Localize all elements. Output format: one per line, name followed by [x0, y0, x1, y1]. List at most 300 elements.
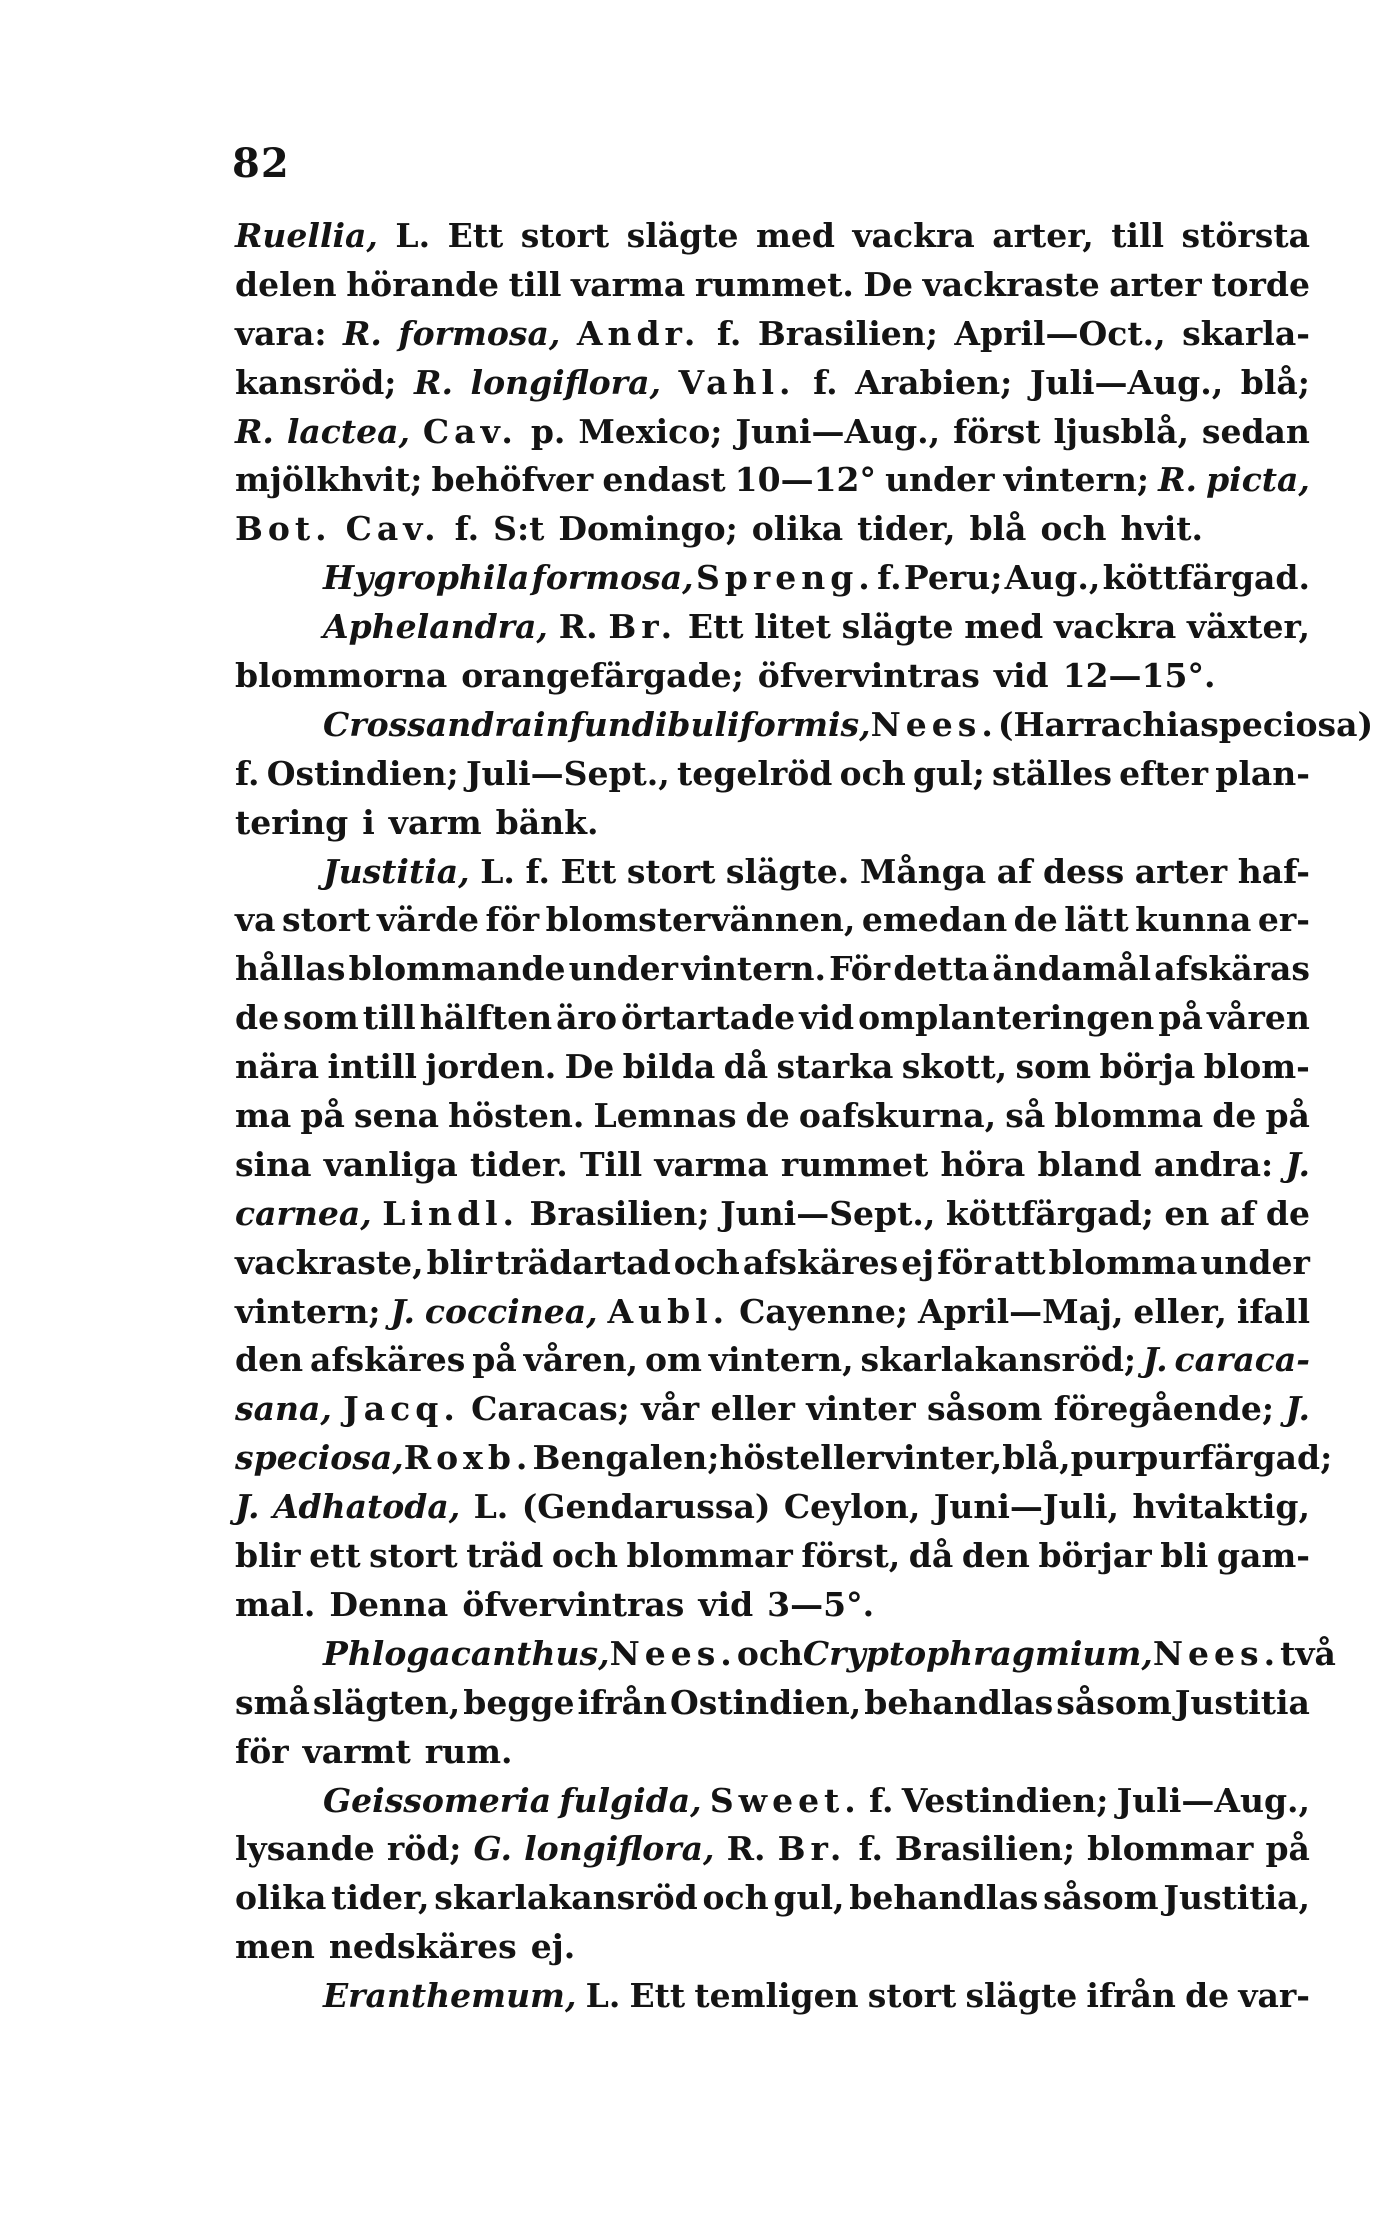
word: skott,: [901, 1047, 1008, 1087]
word: dess: [1042, 851, 1125, 891]
text-line: [235, 1043, 1310, 1092]
word: med: [964, 607, 1044, 647]
word: 12—15°.: [1062, 656, 1216, 696]
word: f.: [235, 753, 260, 793]
word: hörande: [346, 264, 500, 304]
word: R.: [414, 362, 453, 402]
word: (Harrachia: [997, 704, 1201, 744]
word: L.: [395, 216, 431, 255]
text-line: [235, 896, 1310, 945]
word: ifrån: [1086, 1976, 1176, 2016]
word: eller: [710, 1389, 795, 1429]
word: i: [362, 802, 375, 842]
word: först: [953, 411, 1041, 451]
word: skarla-: [1182, 313, 1310, 353]
word: ej: [901, 1242, 935, 1282]
text-line: [235, 261, 1310, 310]
word: L.: [585, 1976, 621, 2016]
word: varma: [571, 264, 686, 304]
word: vinter,: [883, 1438, 1003, 1478]
word: Ceylon,: [783, 1487, 921, 1527]
word: 3—5°.: [767, 1584, 875, 1624]
word: och: [551, 1536, 618, 1576]
word: olika: [751, 509, 844, 549]
word: f.: [454, 509, 480, 549]
text-line: [235, 799, 1310, 848]
word: ljusblå,: [1053, 411, 1189, 451]
word: Nees.: [1152, 1633, 1281, 1673]
word: bland: [1037, 1144, 1142, 1184]
word: April—Maj,: [917, 1291, 1124, 1331]
word: Crossandra: [323, 704, 534, 744]
word: R.: [726, 1829, 766, 1869]
word: Denna: [329, 1584, 449, 1624]
word: öfvervintras: [462, 1584, 685, 1624]
text-line: [235, 701, 1374, 750]
word: sedan: [1201, 411, 1310, 451]
word: och: [1040, 509, 1107, 549]
word: Phlogacanthus,: [323, 1633, 610, 1673]
word: skarlakansröd;: [860, 1340, 1137, 1380]
word: slägte: [841, 607, 954, 647]
word: höra: [940, 1144, 1026, 1184]
word: Cav.: [345, 509, 441, 549]
word: de: [1212, 1096, 1257, 1136]
word: De: [863, 264, 914, 304]
word: vår: [641, 1389, 700, 1429]
word: Juli—Aug.,: [1116, 1780, 1310, 1820]
word: Ostindien,: [670, 1682, 862, 1722]
word: stort: [867, 1976, 957, 2016]
word: Ett: [687, 607, 744, 647]
text-line: [235, 359, 1310, 408]
word: ställes: [992, 753, 1112, 793]
word: caraca-: [1174, 1340, 1310, 1380]
word: två: [1280, 1633, 1336, 1673]
text-line: [235, 1239, 1310, 1288]
word: vid: [993, 656, 1049, 696]
word: J.: [1285, 1389, 1310, 1429]
word: För: [829, 949, 891, 989]
text-line: [235, 212, 1310, 261]
word: köttfärgad;: [945, 1193, 1154, 1233]
word: f.: [525, 851, 551, 891]
word: formosa,: [531, 558, 694, 598]
word: varma: [654, 1144, 769, 1184]
word: J.: [235, 1487, 260, 1527]
word: Brasilien;: [757, 313, 938, 353]
word: Br.: [608, 607, 678, 647]
text-line: [235, 505, 1310, 554]
word: rummet: [780, 1144, 929, 1184]
word: Justitia,: [1163, 1878, 1310, 1918]
word: Caracas;: [471, 1389, 630, 1429]
word: R.: [1158, 460, 1198, 500]
word: röd;: [386, 1829, 462, 1869]
word: men: [235, 1927, 315, 1967]
word: Juli—Aug.,: [1029, 362, 1224, 402]
word: och: [736, 1633, 803, 1673]
word: Spreng.: [695, 558, 875, 598]
word: stort: [369, 1536, 458, 1576]
word: haf-: [1237, 851, 1310, 891]
word: Cav.: [422, 411, 518, 451]
word: torde: [1211, 264, 1310, 304]
word: orangefärgade;: [461, 656, 744, 696]
word: blommorna: [235, 656, 448, 696]
word: och: [673, 1242, 740, 1282]
word: på: [472, 1340, 517, 1380]
word: sena: [354, 1096, 439, 1136]
word: f.: [869, 1780, 894, 1820]
word: på: [1158, 998, 1203, 1038]
word: såsom: [926, 1389, 1043, 1429]
word: f.: [858, 1829, 883, 1869]
word: infundibuliformis,: [533, 704, 871, 744]
word: Roxb.: [403, 1438, 533, 1478]
word: örtartade: [621, 998, 796, 1038]
word: vackra: [1053, 607, 1177, 647]
word: växter,: [1187, 607, 1310, 647]
word: Nees.: [609, 1633, 737, 1673]
word: 10—12°: [734, 460, 877, 500]
word: Bot.: [235, 509, 332, 549]
word: Geissomeria: [323, 1780, 552, 1820]
word: Sweet.: [709, 1780, 861, 1820]
word: till: [508, 264, 562, 304]
word: carnea,: [235, 1193, 372, 1233]
text-line: [235, 1141, 1310, 1190]
word: största: [1181, 216, 1310, 255]
text-line: [235, 1385, 1310, 1434]
word: afskäres: [309, 1340, 466, 1380]
word: R.: [343, 313, 382, 353]
word: var-: [1238, 1976, 1310, 2016]
word: L.: [473, 1487, 509, 1527]
word: gul,: [773, 1878, 845, 1918]
word: köttfärgad.: [1102, 558, 1310, 598]
word: Lindl.: [382, 1193, 520, 1233]
word: de: [1265, 1193, 1310, 1233]
word: till: [362, 998, 416, 1038]
word: eller,: [1133, 1291, 1227, 1331]
word: tegelröd: [677, 753, 833, 793]
word: Cayenne;: [739, 1291, 909, 1331]
body-text: [235, 212, 1374, 2021]
word: behöfver: [431, 460, 594, 500]
word: omplanteringen: [858, 998, 1155, 1038]
word: skarlakansröd: [434, 1878, 698, 1918]
word: Brasilien;: [529, 1193, 710, 1233]
word: ifrån: [577, 1682, 667, 1722]
word: ändamål: [992, 949, 1152, 989]
word: fulgida,: [559, 1780, 702, 1820]
word: arter: [1109, 264, 1202, 304]
word: vara:: [235, 313, 327, 353]
word: behandlas: [849, 1878, 1039, 1918]
word: som: [1015, 1047, 1092, 1087]
word: gam-: [1216, 1536, 1310, 1576]
text-line: [235, 750, 1310, 799]
word: Justitia,: [323, 851, 470, 891]
text-line: [235, 1532, 1310, 1581]
word: träd: [466, 1536, 544, 1576]
word: äro: [556, 998, 617, 1038]
word: våren: [1206, 998, 1310, 1038]
word: Arabien;: [855, 362, 1013, 402]
word: under: [568, 949, 679, 989]
word: till: [1111, 216, 1165, 255]
word: R.: [558, 607, 598, 647]
word: J.: [1143, 1340, 1168, 1380]
word: bli: [1160, 1536, 1209, 1576]
word: picta,: [1206, 460, 1310, 500]
word: de: [1013, 900, 1058, 940]
word: hållas: [235, 949, 346, 989]
word: blommande: [348, 949, 566, 989]
word: R.: [235, 411, 274, 451]
word: den: [961, 1536, 1030, 1576]
word: lactea,: [286, 411, 410, 451]
word: vackraste: [922, 264, 1100, 304]
text-line: [235, 1288, 1310, 1337]
word: Juni—Aug.,: [735, 411, 941, 451]
word: så: [1005, 1096, 1046, 1136]
word: slägte: [965, 1976, 1078, 2016]
word: vintern;: [235, 1291, 381, 1331]
word: eller: [799, 1438, 884, 1478]
word: blomma: [1054, 1096, 1204, 1136]
word: Juni—Sept.,: [720, 1193, 936, 1233]
word: ej.: [530, 1927, 576, 1967]
text-line: [235, 1825, 1310, 1874]
word: vid: [698, 1584, 754, 1624]
word: att: [993, 1242, 1046, 1282]
word: trädartad: [495, 1242, 671, 1282]
word: efter: [1119, 753, 1208, 793]
word: våren,: [523, 1340, 639, 1380]
word: slägten,: [312, 1682, 461, 1722]
word: Ett: [447, 216, 504, 255]
word: detta: [893, 949, 990, 989]
word: hösten.: [448, 1096, 585, 1136]
word: den: [235, 1340, 304, 1380]
word: intill: [327, 1047, 417, 1087]
word: såsom: [1043, 1878, 1159, 1918]
text-line: [235, 1874, 1310, 1923]
word: afskäres: [742, 1242, 899, 1282]
word: slägte: [626, 216, 739, 255]
word: J.: [1285, 1144, 1310, 1184]
word: de: [745, 1096, 790, 1136]
text-line: [235, 1581, 1310, 1630]
word: stort: [520, 216, 610, 255]
word: rum.: [424, 1731, 513, 1771]
word: blom-: [1203, 1047, 1310, 1087]
text-line: [235, 1728, 1310, 1777]
word: tering: [235, 802, 349, 842]
word: vintern;: [1003, 460, 1150, 500]
word: under: [1200, 1242, 1310, 1282]
word: jorden.: [425, 1047, 557, 1087]
word: Aphelandra,: [323, 607, 548, 647]
word: af: [1219, 1193, 1256, 1233]
word: nedskäres: [328, 1927, 517, 1967]
word: f.: [877, 558, 902, 598]
word: bänk.: [495, 802, 599, 842]
word: Juni—Juli,: [933, 1487, 1120, 1527]
word: tider,: [857, 509, 956, 549]
text-line: [235, 456, 1310, 505]
word: afskäras: [1154, 949, 1310, 989]
word: blomstervännen,: [545, 900, 856, 940]
word: Mexico;: [578, 411, 723, 451]
word: då: [908, 1536, 954, 1576]
word: hvit.: [1120, 509, 1203, 549]
word: S:t: [493, 509, 545, 549]
word: tider,: [331, 1878, 430, 1918]
word: andra:: [1153, 1144, 1274, 1184]
word: kunna: [1135, 900, 1252, 940]
text-line: [235, 1190, 1310, 1239]
word: behandlas: [864, 1682, 1054, 1722]
text-line: [235, 1972, 1310, 2021]
word: Brasilien;: [895, 1829, 1076, 1869]
word: er-: [1257, 900, 1310, 940]
word: De: [564, 1047, 615, 1087]
word: vackra: [852, 216, 975, 255]
word: blå,: [1002, 1438, 1071, 1478]
word: de: [1185, 1976, 1230, 2016]
word: på: [1265, 1829, 1310, 1869]
word: Cryptophragmium,: [802, 1633, 1153, 1673]
word: börja: [1099, 1047, 1196, 1087]
word: och: [702, 1878, 769, 1918]
text-line: [235, 554, 1310, 603]
word: blir: [426, 1242, 493, 1282]
word: ett: [309, 1536, 361, 1576]
word: Ruellia,: [235, 216, 378, 255]
word: va: [235, 900, 276, 940]
page-number: 82: [232, 140, 290, 187]
word: stort: [626, 851, 716, 891]
text-line: [235, 652, 1310, 701]
word: för: [937, 1242, 991, 1282]
word: vanliga: [323, 1144, 458, 1184]
word: blå;: [1240, 362, 1310, 402]
text-line: [235, 1777, 1310, 1826]
text-line: [235, 1923, 1310, 1972]
word: temligen: [694, 1976, 859, 2016]
word: L.: [480, 851, 515, 891]
word: formosa,: [398, 313, 561, 353]
word: coccinea,: [424, 1291, 598, 1331]
word: lätt: [1064, 900, 1129, 940]
text-line: [235, 408, 1310, 457]
word: Aubl.: [607, 1291, 730, 1331]
word: speciosa,: [235, 1438, 404, 1478]
word: starka: [776, 1047, 894, 1087]
word: delen: [235, 264, 337, 304]
word: Många: [859, 851, 987, 891]
word: vid: [799, 998, 855, 1038]
word: om: [644, 1340, 702, 1380]
text-line: [235, 1679, 1310, 1728]
word: Ostindien;: [266, 753, 459, 793]
word: föregående;: [1053, 1389, 1275, 1429]
word: endast: [602, 460, 726, 500]
word: April—Oct.,: [954, 313, 1166, 353]
text-line: [235, 1092, 1310, 1141]
word: vinter: [806, 1389, 916, 1429]
word: (Gendarussa): [521, 1487, 771, 1527]
word: sana,: [235, 1389, 332, 1429]
word: en: [1164, 1193, 1210, 1233]
word: Till: [579, 1144, 643, 1184]
word: hälften: [419, 998, 553, 1038]
word: sina: [235, 1144, 312, 1184]
word: f.: [813, 362, 838, 402]
word: lysande: [235, 1829, 375, 1869]
word: hvitaktig,: [1132, 1487, 1310, 1527]
word: stort: [282, 900, 371, 940]
word: oafskurna,: [798, 1096, 997, 1136]
word: Juli—Sept.,: [465, 753, 670, 793]
word: plan-: [1215, 753, 1310, 793]
word: såsom: [1056, 1682, 1172, 1722]
text-line: [235, 310, 1310, 359]
word: Domingo;: [558, 509, 738, 549]
word: litet: [754, 607, 831, 647]
word: Br.: [777, 1829, 847, 1869]
word: under: [885, 460, 995, 500]
word: Vestindien;: [901, 1780, 1109, 1820]
word: slägte.: [725, 851, 850, 891]
word: Nees.: [870, 704, 998, 744]
word: Adhatoda,: [272, 1487, 461, 1527]
word: p.: [530, 411, 566, 451]
word: små: [235, 1682, 310, 1722]
text-line: [235, 848, 1310, 897]
word: med: [755, 216, 835, 255]
word: för: [235, 1731, 289, 1771]
word: vackraste,: [235, 1242, 424, 1282]
text-line: [235, 1483, 1310, 1532]
word: börjar: [1038, 1536, 1152, 1576]
text-line: [235, 994, 1310, 1043]
word: arter,: [992, 216, 1094, 255]
word: Justitia: [1174, 1682, 1310, 1722]
word: bilda: [622, 1047, 716, 1087]
word: först,: [801, 1536, 901, 1576]
word: blommar: [626, 1536, 793, 1576]
word: J.: [390, 1291, 415, 1331]
word: mjölkhvit;: [235, 460, 423, 500]
word: blomma: [1048, 1242, 1198, 1282]
word: G.: [473, 1829, 513, 1869]
word: höst: [719, 1438, 800, 1478]
word: varmt: [302, 1731, 411, 1771]
word: kansröd;: [235, 362, 397, 402]
word: som: [283, 998, 359, 1038]
word: blå: [969, 509, 1027, 549]
word: då: [723, 1047, 769, 1087]
word: speciosa): [1200, 704, 1374, 744]
word: ifall: [1236, 1291, 1310, 1331]
word: Andr.: [576, 313, 701, 353]
word: nära: [235, 1047, 320, 1087]
word: emedan: [861, 900, 1008, 940]
